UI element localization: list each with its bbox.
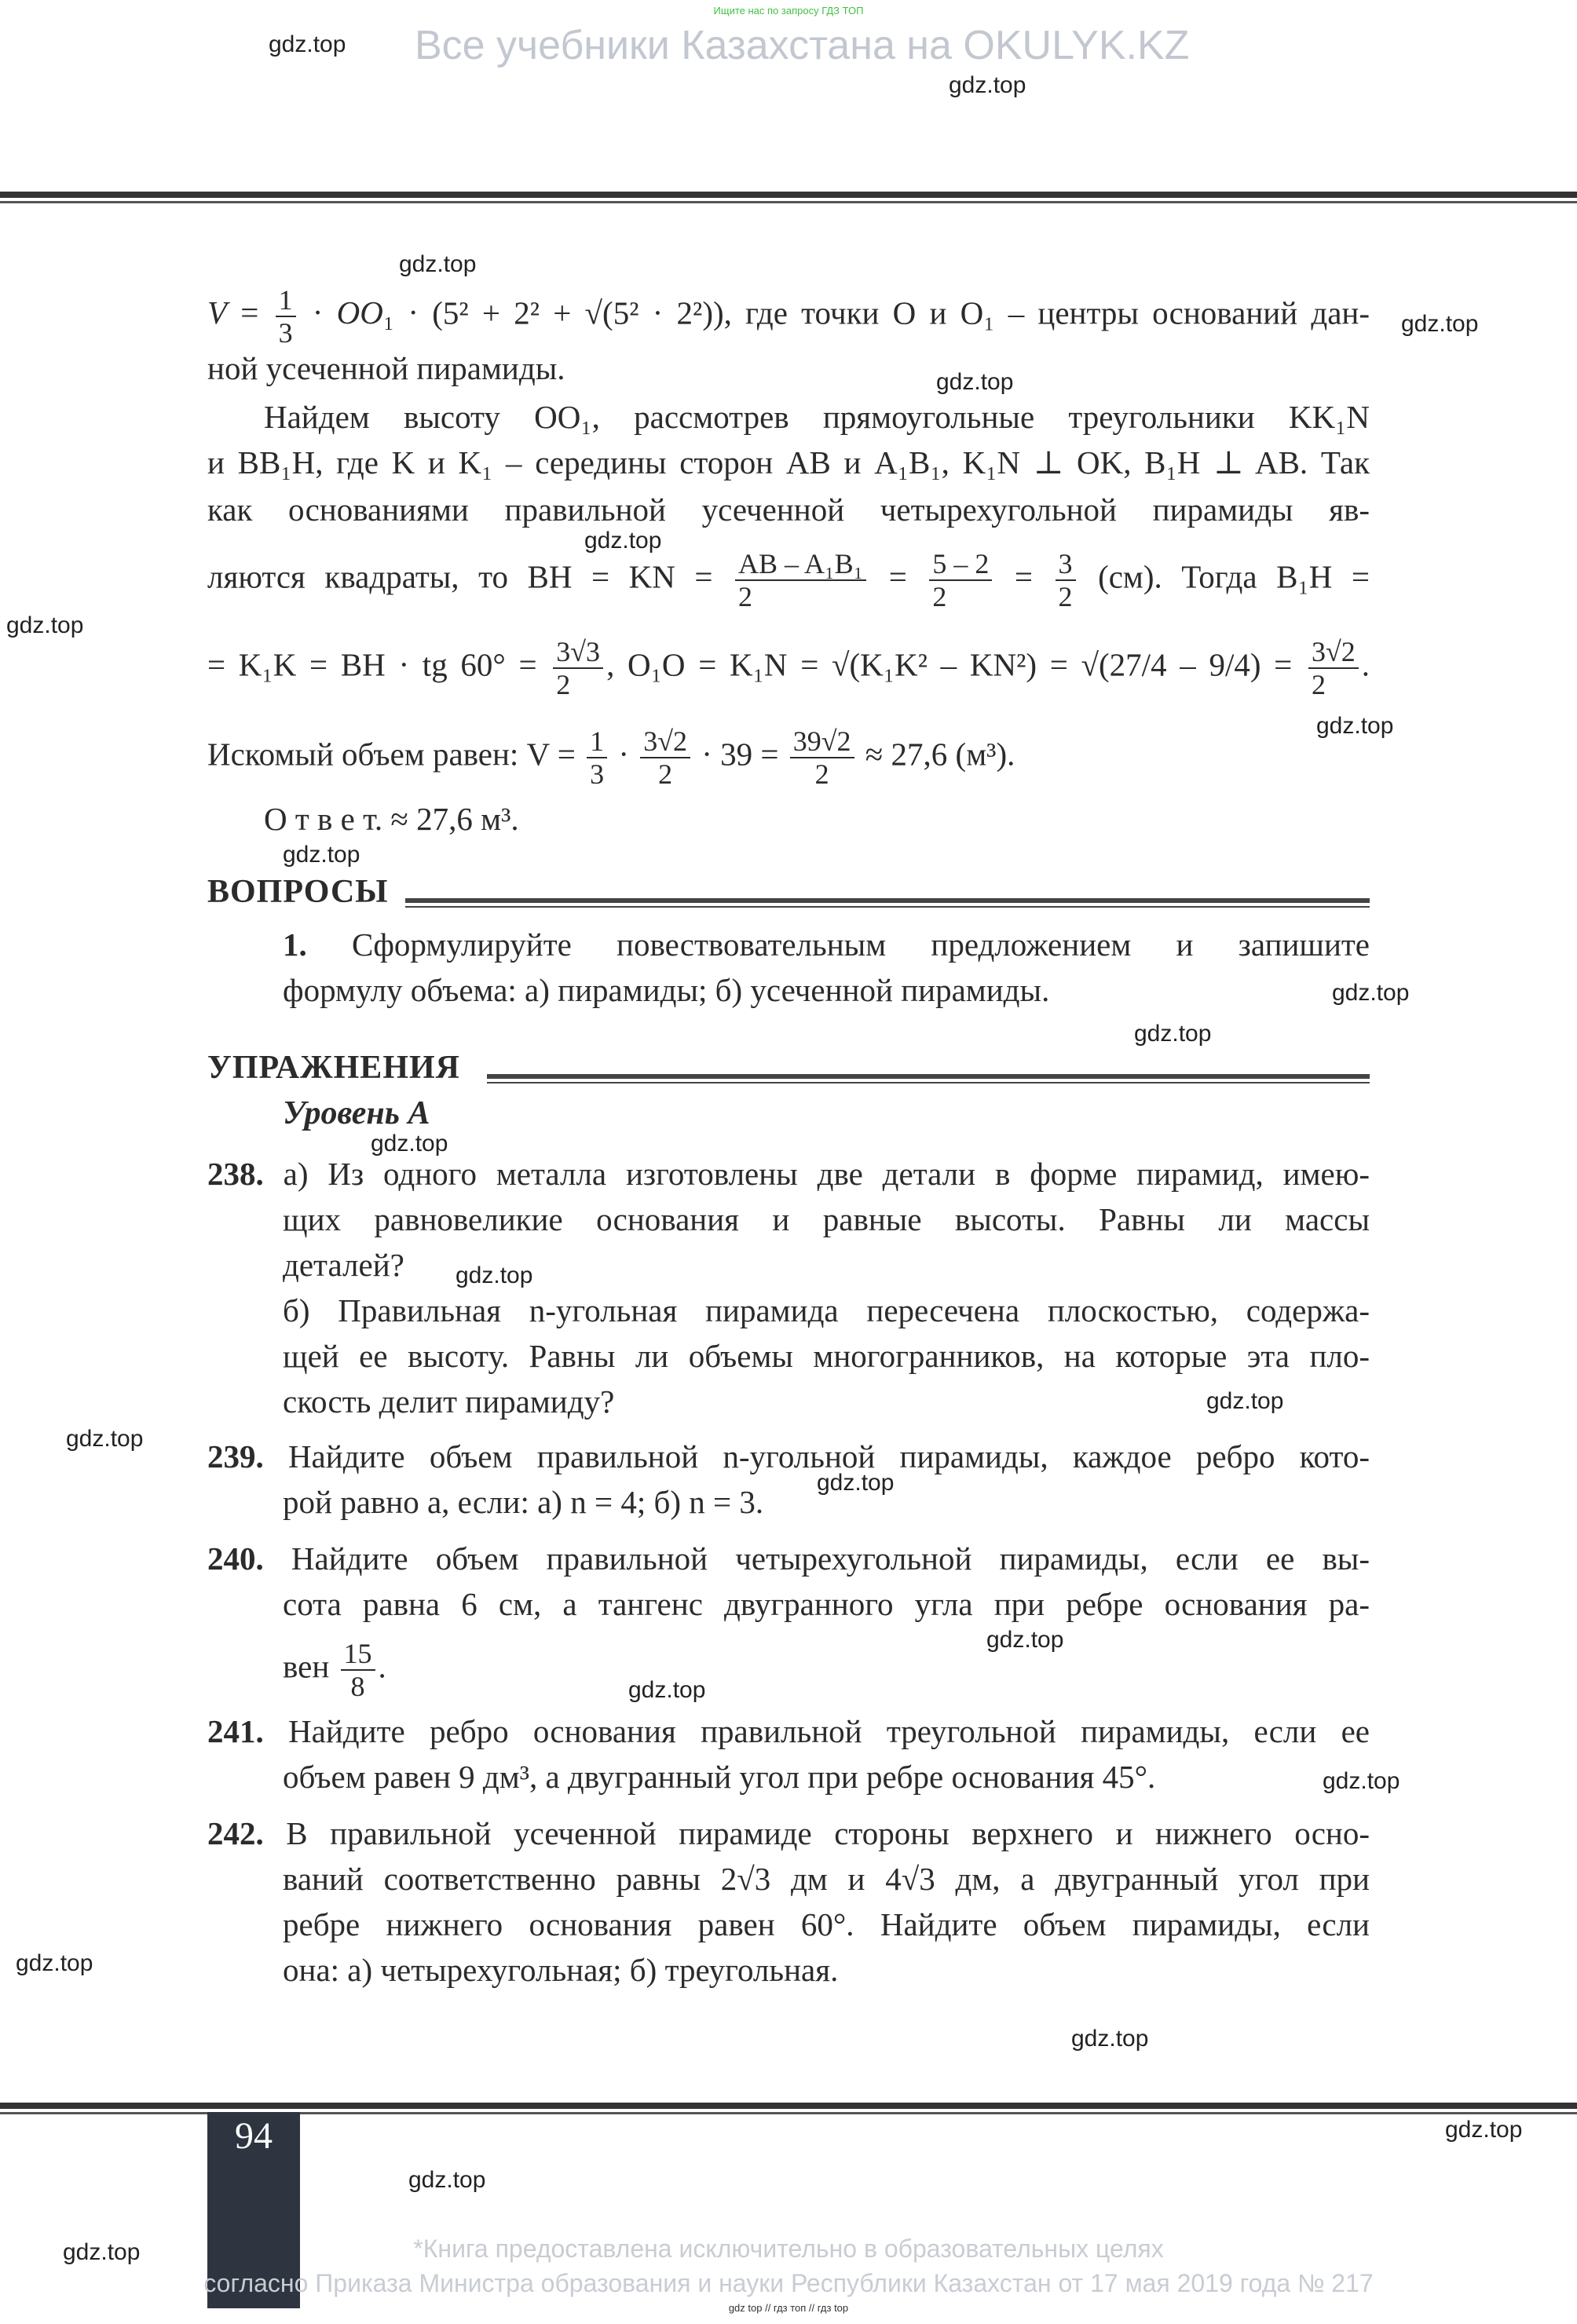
watermark: gdz.top [283,842,360,868]
exercise-242-line-2: ваний соответственно равны 2√3 дм и 4√3 дм, а двугранный угол при [283,1861,1370,1897]
fraction-15-8: $\frac{15}{8}$ [341,1638,375,1702]
watermark: gdz.top [408,2167,486,2193]
watermark: gdz.top [936,369,1014,395]
text-l7a: = K₁K = BH · tg 60° = [207,646,537,683]
text-line-5: как основаниями правильной усеченной четырехугольной пирамиды яв- [207,491,1370,528]
fraction-ab: $\frac{\text{AB – A₁B₁}}{2}$ [735,548,866,612]
text-l7b: , O₁O = K₁N = √(K₁K² – KN²) = √(27/4 – 9/4) = [606,646,1293,683]
text-line-6: ляются квадраты, то BH = KN = $\frac{\text{AB – A₁B₁}}{2}$ = $\frac{5 - 2}{2}$ = $\frac{3}{2}$ (см). Тогда B₁H = [207,548,1370,612]
watermark: gdz.top [1071,2026,1149,2052]
answer-line: О т в е т. ≈ 27,6 м³. [264,801,519,837]
text-l6a: ляются квадраты, то BH = KN = [207,558,713,595]
section-rule [405,898,1370,908]
exercise-238-line-3: деталей? [283,1247,404,1283]
section-rule [487,1074,1370,1083]
question-number: 1. [283,926,307,963]
exercise-238-line-2: щих равновеликие основания и равные высоты. Равны ли массы [283,1201,1370,1237]
watermark: gdz.top [1332,980,1410,1006]
footer-line-1: *Книга предоставлена исключительно в образовательных целях [413,2234,1164,2263]
text-line-4: и BB₁H, где K и K₁ – середины сторон AB и A₁B₁, K₁N ⊥ OK, B₁H ⊥ AB. Так [207,444,1370,481]
exercise-242-line-1: 242. В правильной усеченной пирамиде стороны верхнего и нижнего осно- [207,1815,1370,1851]
top-rule-thin [0,201,1577,203]
exercise-238-line-1: 238. а) Из одного металла изготовлены две детали в форме пирамид, имею- [207,1156,1370,1192]
exercise-240-line-2: сота равна 6 см, а тангенс двугранного угла при ребре основания ра- [283,1586,1370,1622]
watermark: gdz.top [63,2239,141,2265]
top-rule [0,192,1577,198]
exercise-241-line-2: объем равен 9 дм³, а двугранный угол при ребре основания 45°. [283,1759,1156,1795]
watermark: gdz.top [1316,713,1394,739]
watermark: gdz.top [1401,311,1479,337]
page-number: 94 [235,2115,273,2157]
footer-small: gdz top // гдз топ // гдз top [728,2302,849,2314]
exercise-240-line-3: вен $\frac{15}{8}$ . [283,1638,386,1702]
text-line-8: Искомый объем равен: V = $\frac{1}{3}$ · $\frac{3√2}{2}$ · 39 = $\frac{39√2}{2}$ ≈ 27,6 (м³). [207,725,1015,790]
text-l6b: (см). Тогда B₁H = [1098,558,1370,595]
exercise-238-line-6: скость делит пирамиду? [283,1383,615,1420]
header-search-hint: Ищите нас по запросу ГДЗ ТОП [713,5,864,16]
watermark: gdz.top [584,528,662,554]
fraction-3-2: $\frac{3}{2}$ [1056,548,1076,612]
footer-line-2: согласно Приказа Министра образования и науки Республики Казахстан от 17 мая 2019 года № 217 [203,2269,1374,2297]
section-exercises-title: УПРАЖНЕНИЯ [207,1050,460,1086]
watermark: gdz.top [817,1470,895,1496]
volume-formula-lead: V = $\frac{1}{3}$ · OO₁ · [207,284,419,349]
section-questions-title: ВОПРОСЫ [207,874,389,910]
watermark: gdz.top [399,251,477,277]
text-l8b: ≈ 27,6 (м³). [865,736,1015,773]
fraction-3sqrt3-2: $\frac{3√3}{2}$ [553,636,603,700]
fraction-5-2: $\frac{5 - 2}{2}$ [929,548,992,612]
text-line-7: = K₁K = BH · tg 60° = $\frac{3√3}{2}$ , O₁O = K₁N = √(K₁K² – KN²) = √(27/4 – 9/4) = $\frac{3√2}{2}$ . [207,636,1370,700]
text-l1-mid: (5² + 2² + √(5² · 2²)), где точки O и O₁ – центры оснований дан- [432,294,1370,331]
exercise-238-line-4: б) Правильная n-угольная пирамида пересечена плоскостью, содержа- [283,1292,1370,1328]
level-heading: Уровень А [283,1095,430,1131]
bottom-rule [0,2103,1577,2109]
exercise-242-line-3: ребре нижнего основания равен 60°. Найдите объем пирамиды, если [283,1906,1370,1942]
watermark: gdz.top [269,31,346,57]
exercise-240-line-1: 240. Найдите объем правильной четырехугольной пирамиды, если ее вы- [207,1540,1370,1577]
text-line-2: ной усеченной пирамиды. [207,350,565,386]
exercise-239-line-1: 239. Найдите объем правильной n-угольной пирамиды, каждое ребро кото- [207,1438,1370,1474]
exercise-238-line-5: щей ее высоту. Равны ли объемы многогранников, на которые эта пло- [283,1338,1370,1374]
watermark: gdz.top [986,1627,1064,1653]
watermark: gdz.top [66,1426,144,1452]
watermark: gdz.top [16,1950,93,1976]
watermark: gdz.top [1445,2117,1523,2143]
exercise-241-line-1: 241. Найдите ребро основания правильной треугольной пирамиды, если ее [207,1713,1370,1749]
text-line-3: Найдем высоту OO₁, рассмотрев прямоугольные треугольники KK₁N [264,399,1370,435]
watermark: gdz.top [1323,1768,1400,1794]
text-l8a: Искомый объем равен: V = [207,736,576,773]
fraction-3sqrt2-2: $\frac{3√2}{2}$ [1308,636,1359,700]
text-line-1 [207,284,1370,349]
watermark: gdz.top [1134,1021,1212,1047]
watermark: gdz.top [949,72,1026,98]
watermark: gdz.top [628,1677,706,1703]
watermark: gdz.top [1206,1388,1284,1414]
watermark: gdz.top [371,1131,448,1157]
question-1-line-2: формулу объема: а) пирамиды; б) усеченной пирамиды. [283,972,1050,1008]
watermark: gdz.top [6,612,84,638]
question-1-line-1: 1. Сформулируйте повествовательным предложением и запишите [283,926,1370,963]
watermark: gdz.top [456,1262,533,1288]
exercise-239-line-2: рой равно a, если: а) n = 4; б) n = 3. [283,1484,764,1520]
header-site-banner[interactable]: Все учебники Казахстана на OKULYK.KZ [415,23,1190,68]
exercise-242-line-4: она: а) четырехугольная; б) треугольная. [283,1952,839,1988]
